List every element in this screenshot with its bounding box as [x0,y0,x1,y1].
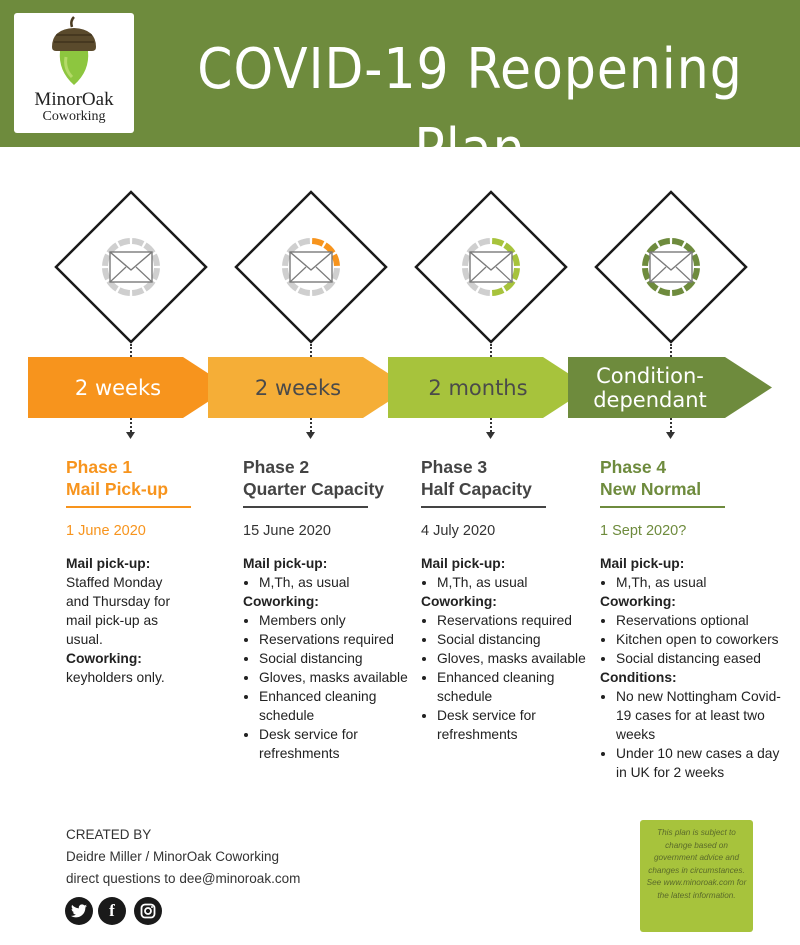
list-item: • Desk service for refreshments [259,725,418,763]
list-item: • Social distancing eased [616,649,785,668]
phase-3-name: Half Capacity [421,479,532,499]
progress-segment [479,241,490,244]
list-item: • Reservations required [259,630,418,649]
envelope-icon [110,252,152,282]
list-item: • Enhanced cleaning schedule [259,687,418,725]
phase-4-duration [580,357,720,418]
progress-segment [299,290,310,293]
phase-2-title [243,456,418,500]
connector-line [490,344,492,357]
progress-segment [492,241,503,244]
envelope-icon [470,252,512,282]
conditions-label: Conditions: [600,670,677,685]
logo[interactable] [14,13,134,133]
progress-segment [645,255,648,266]
phase-4-name: New Normal [600,479,702,499]
progress-segment [514,255,517,266]
phase-2-duration: 2 weeks [254,375,342,400]
progress-segment [514,268,517,279]
progress-segment [105,268,108,279]
phase-4-title [600,456,785,500]
mail-label: Mail pick-up: [421,556,506,571]
envelope-icon [290,252,332,282]
created-by-label: CREATED BY [66,827,152,842]
coworking-label: Coworking: [600,594,676,609]
author-text: Deidre Miller / MinorOak Coworking [66,849,280,864]
divider [243,506,368,508]
progress-segment [672,241,683,244]
phase-2-number: Phase 2 [243,457,310,477]
phase-1-number: Phase 1 [66,457,133,477]
twitter-icon[interactable] [65,897,93,925]
progress-segment [492,290,503,293]
divider [421,506,546,508]
list-item: • M,Th, as usual [259,573,418,592]
progress-segment [132,241,143,244]
progress-segment [672,290,683,293]
phase-3-column [421,456,596,744]
phase-1-date: 1 June 2020 [66,523,146,539]
phase-4-details [600,554,785,782]
progress-segment [479,290,490,293]
envelope-icon [650,252,692,282]
progress-segment [659,290,670,293]
list-item: • Social distancing [437,630,596,649]
list-item: • M,Th, as usual [437,573,596,592]
list-item: • Kitchen open to coworkers [616,630,785,649]
phase-4-progress-icon [594,190,748,344]
connector-line [130,344,132,357]
facebook-icon[interactable]: f [98,897,126,925]
progress-segment [154,255,157,266]
phase-1-progress-icon [54,190,208,344]
phase-4-date: 1 Sept 2020? [600,523,687,539]
phase-4-number: Phase 4 [600,457,667,477]
progress-segment [312,241,323,244]
coworking-label: Coworking: [243,594,319,609]
phase-1-title [66,456,241,500]
list-item: • Desk service for refreshments [437,706,596,744]
list-item: • Gloves, masks available [437,649,596,668]
footer-credits [66,824,300,890]
progress-segment [105,255,108,266]
phase-3-number: Phase 3 [421,457,488,477]
phase-2-progress-icon [234,190,388,344]
phase-4-column [600,456,785,782]
list-item: • No new Nottingham Covid-19 cases for at least two weeks [616,687,785,744]
phase-3-date: 4 July 2020 [421,523,496,539]
divider [66,506,191,508]
progress-segment [119,290,130,293]
progress-segment [334,255,337,266]
coworking-text: keyholders only. [66,670,165,685]
connector-line [670,344,672,357]
list-item: • M,Th, as usual [616,573,785,592]
contact-text[interactable]: direct questions to dee@minoroak.com [66,871,301,886]
phase-4-duration-text: Condition-dependant [593,363,707,412]
phase-2-date: 15 June 2020 [243,523,331,539]
phase-1-duration: 2 weeks [74,375,162,400]
mail-label: Mail pick-up: [66,556,151,571]
progress-segment [659,241,670,244]
phase-3-title [421,456,596,500]
down-arrowheads [0,432,800,452]
mail-label: Mail pick-up: [600,556,685,571]
list-item: • Members only [259,611,418,630]
phase-3-details [421,554,596,744]
list-item: • Gloves, masks available [259,668,418,687]
coworking-label: Coworking: [421,594,497,609]
progress-segment [154,268,157,279]
page-title: COVID-19 Reopening Plan [197,37,743,182]
progress-segment [299,241,310,244]
phase-2-column [243,456,418,763]
connector-line [310,344,312,357]
phase-1-name: Mail Pick-up [66,479,169,499]
mail-text: Staffed Monday and Thursday for mail pick-up as usual. [66,575,171,647]
progress-segment [119,241,130,244]
list-item: • Reservations required [437,611,596,630]
progress-segment [645,268,648,279]
progress-segment [465,268,468,279]
phase-1-details [66,554,186,687]
list-item: • Under 10 new cases a day in UK for 2 weeks [616,744,785,782]
progress-segment [285,268,288,279]
list-item: • Social distancing [259,649,418,668]
progress-segment [694,255,697,266]
progress-segment [132,290,143,293]
list-item: • Reservations optional [616,611,785,630]
phase-2-name: Quarter Capacity [243,479,385,499]
phase-1-column [66,456,241,687]
divider [600,506,725,508]
phase-3-progress-icon [414,190,568,344]
phase-3-duration: 2 months [428,375,528,400]
logo-name: MinorOak [34,89,114,110]
phase-2-details [243,554,418,763]
progress-segment [694,268,697,279]
coworking-label: Coworking: [66,651,142,666]
progress-segment [465,255,468,266]
mail-label: Mail pick-up: [243,556,328,571]
progress-segment [312,290,323,293]
logo-subtitle: Coworking [42,109,106,124]
disclaimer-note: This plan is subject to change based on government advice and changes in circumstances. See www.minoroak.com for the latest information. [640,820,753,932]
header-banner [0,0,800,182]
progress-segment [285,255,288,266]
progress-segment [334,268,337,279]
list-item: • Enhanced cleaning schedule [437,668,596,706]
instagram-icon[interactable] [134,897,162,925]
acorn-icon [14,13,134,93]
